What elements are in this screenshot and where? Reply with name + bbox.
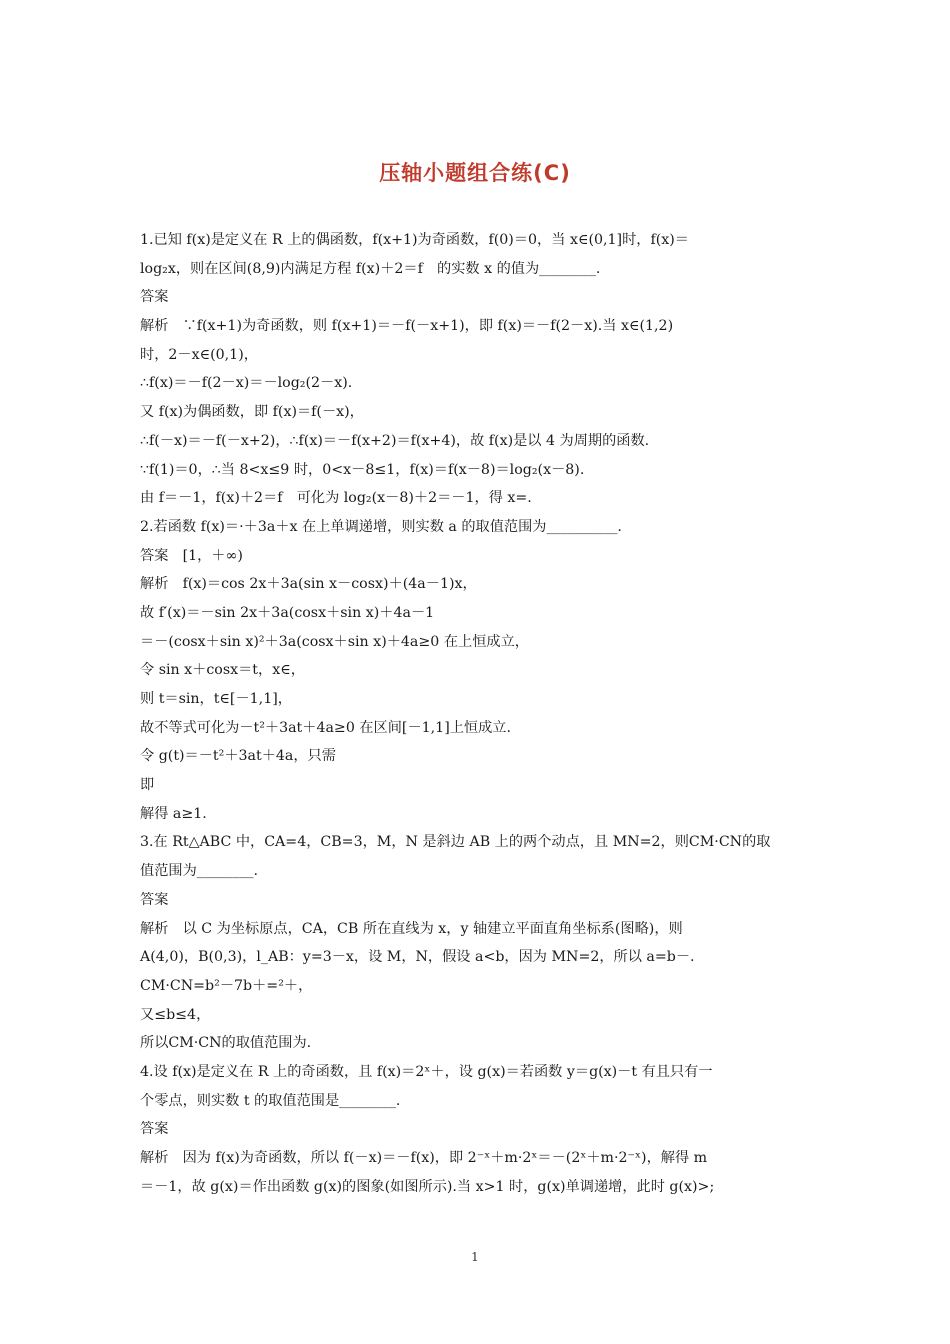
text-line: 所以CM·CN的取值范围为. bbox=[140, 1035, 312, 1052]
text-line: ∵f(1)＝0，∴当 8<x≤9 时，0<x－8≤1，f(x)＝f(x－8)＝log₂(x－8). bbox=[140, 461, 585, 478]
answer-label: 答案 bbox=[140, 1121, 169, 1138]
text-line: 令 sin x＋cosx＝t，x∈， bbox=[140, 662, 305, 679]
text-line: CM·CN=b²－7b＋=²＋， bbox=[140, 977, 313, 994]
text-line: 1.已知 f(x)是定义在 R 上的偶函数，f(x+1)为奇函数，f(0)＝0，当 x∈(0,1]时，f(x)＝ bbox=[140, 232, 689, 248]
text-line: 解得 a≥1. bbox=[140, 805, 207, 822]
document-body bbox=[140, 226, 812, 1201]
text-line: 个零点，则实数 t 的取值范围是________. bbox=[140, 1092, 401, 1109]
text-line: log₂x，则在区间(8,9)内满足方程 f(x)＋2＝f 的实数 x 的值为________. bbox=[140, 260, 601, 277]
text-line: 解析 f(x)＝cos 2x＋3a(sin x－cosx)＋(4a－1)x， bbox=[140, 576, 477, 593]
text-line: 故 f′(x)＝－sin 2x＋3a(cosx＋sin x)＋4a－1 bbox=[140, 604, 435, 621]
text-line: ＝－1，故 g(x)＝作出函数 g(x)的图象(如图所示).当 x>1 时，g(x)单调递增，此时 g(x)>; bbox=[140, 1178, 715, 1195]
text-line: 则 t＝sin，t∈[－1,1]， bbox=[140, 691, 292, 707]
text-line: 时，2－x∈(0,1)， bbox=[140, 346, 258, 363]
text-line: 4.设 f(x)是定义在 R 上的奇函数，且 f(x)＝2ˣ＋，设 g(x)＝若函数 y＝g(x)－t 有且只有一 bbox=[140, 1063, 713, 1080]
text-line: 解析 因为 f(x)为奇函数，所以 f(－x)＝－f(x)，即 2⁻ˣ＋m·2ˣ＝－(2ˣ＋m·2⁻ˣ)，解得 m bbox=[140, 1150, 708, 1166]
text-line: 即 bbox=[140, 777, 155, 794]
text-line: 2.若函数 f(x)＝·＋3a＋x 在上单调递增，则实数 a 的取值范围为__________. bbox=[140, 518, 622, 535]
page-title: 压轴小题组合练(C) bbox=[379, 161, 571, 185]
text-line: ∴f(－x)＝－f(－x+2)，∴f(x)＝－f(x+2)＝f(x+4)，故 f(x)是以 4 为周期的函数. bbox=[140, 432, 650, 449]
text-line: 值范围为________. bbox=[140, 863, 259, 880]
text-line: ∴f(x)＝－f(2－x)＝－log₂(2－x). bbox=[140, 375, 353, 392]
answer-label: 答案 bbox=[140, 289, 169, 306]
text-line: 又 f(x)为偶函数，即 f(x)＝f(－x)， bbox=[140, 404, 364, 421]
page-number: 1 bbox=[471, 1250, 479, 1264]
text-line: 解析 以 C 为坐标原点，CA，CB 所在直线为 x，y 轴建立平面直角坐标系(图略)，则 bbox=[140, 920, 683, 937]
text-line: 又≤b≤4， bbox=[140, 1006, 211, 1023]
text-line: 令 g(t)＝－t²＋3at＋4a，只需 bbox=[140, 748, 336, 765]
answer-label: 答案 bbox=[140, 891, 169, 908]
text-line: 由 f＝－1，f(x)＋2＝f 可化为 log₂(x－8)＋2＝－1，得 x=. bbox=[140, 490, 532, 507]
text-line: 3.在 Rt△ABC 中，CA=4，CB=3，M，N 是斜边 AB 上的两个动点，且 MN=2，则CM·CN的取 bbox=[140, 834, 771, 851]
text-line: A(4,0)，B(0,3)，l_AB：y=3－x，设 M，N，假设 a<b，因为 MN=2，所以 a=b－. bbox=[140, 949, 695, 966]
text-line: 故不等式可化为－t²＋3at＋4a≥0 在区间[－1,1]上恒成立. bbox=[140, 719, 512, 736]
text-line: 解析 ∵f(x+1)为奇函数，则 f(x+1)＝－f(－x+1)，即 f(x)＝－f(2－x).当 x∈(1,2) bbox=[140, 318, 674, 335]
answer-label: 答案 [1，＋∞) bbox=[140, 547, 243, 564]
text-line: ＝－(cosx＋sin x)²＋3a(cosx＋sin x)＋4a≥0 在上恒成立， bbox=[140, 633, 529, 650]
